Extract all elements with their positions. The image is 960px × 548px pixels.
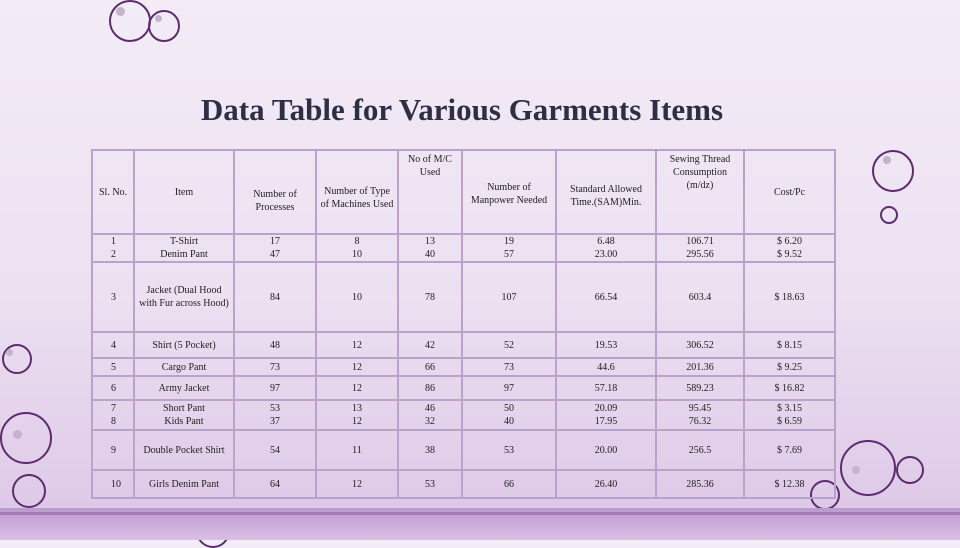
bottom-divider [0, 512, 960, 515]
decorative-ring [896, 456, 924, 484]
cell-item: T-Shirt Denim Pant [134, 234, 234, 262]
table-row [92, 400, 835, 430]
cell-machine-types: 8 10 [316, 234, 398, 262]
cell-cost: $ 6.20 $ 9.52 [744, 234, 835, 262]
cell-item: Army Jacket [134, 376, 234, 400]
cell-sl: 3 [92, 262, 134, 332]
decorative-dot [116, 7, 125, 16]
cell-sl: 6 [92, 376, 134, 400]
cell-item: Jacket (Dual Hood with Fur across Hood) [134, 262, 234, 332]
cell-thread: 201.36 [656, 358, 744, 376]
cell-processes: 48 [234, 332, 316, 358]
cell-sam: 6.48 23.00 [556, 234, 656, 262]
cell-manpower: 66 [462, 470, 556, 498]
cell-thread: 589.23 [656, 376, 744, 400]
cell-thread: 256.5 [656, 430, 744, 470]
header-item: Item [134, 150, 234, 234]
header-sam: Standard Allowed Time.(SAM)Min. [556, 150, 656, 234]
cell-sam: 19.53 [556, 332, 656, 358]
cell-manpower: 53 [462, 430, 556, 470]
cell-thread: 95.45 76.32 [656, 400, 744, 430]
cell-machines: 42 [398, 332, 462, 358]
cell-sl: 7 8 [92, 400, 134, 430]
decorative-dot [13, 430, 22, 439]
cell-manpower: 97 [462, 376, 556, 400]
cell-machines: 53 [398, 470, 462, 498]
decorative-ring [872, 150, 914, 192]
cell-manpower: 50 40 [462, 400, 556, 430]
cell-manpower: 73 [462, 358, 556, 376]
cell-cost: $ 7.69 [744, 430, 835, 470]
cell-processes: 84 [234, 262, 316, 332]
header-machine-types: Number of Type of Machines Used [316, 150, 398, 234]
cell-processes: 73 [234, 358, 316, 376]
cell-cost: $ 12.38 [744, 470, 835, 498]
decorative-ring [109, 0, 151, 42]
cell-cost: $ 3.15 $ 6.59 [744, 400, 835, 430]
cell-machine-types: 12 [316, 332, 398, 358]
cell-manpower: 19 57 [462, 234, 556, 262]
cell-sl: 5 [92, 358, 134, 376]
cell-thread: 106.71 295.56 [656, 234, 744, 262]
cell-machine-types: 12 [316, 470, 398, 498]
cell-thread: 603.4 [656, 262, 744, 332]
table-row [92, 262, 835, 332]
cell-manpower: 107 [462, 262, 556, 332]
cell-sam: 26.40 [556, 470, 656, 498]
decorative-ring [840, 440, 896, 496]
cell-machine-types: 10 [316, 262, 398, 332]
cell-processes: 64 [234, 470, 316, 498]
cell-cost: $ 16.82 [744, 376, 835, 400]
cell-machine-types: 12 [316, 376, 398, 400]
decorative-dot [852, 466, 860, 474]
table-row [92, 430, 835, 470]
cell-processes: 53 37 [234, 400, 316, 430]
cell-machine-types: 13 12 [316, 400, 398, 430]
cell-sam: 20.09 17.95 [556, 400, 656, 430]
cell-sam: 44.6 [556, 358, 656, 376]
cell-machine-types: 11 [316, 430, 398, 470]
cell-cost: $ 9.25 [744, 358, 835, 376]
header-machines-used: No of M/C Used [398, 150, 462, 234]
cell-machines: 86 [398, 376, 462, 400]
cell-processes: 17 47 [234, 234, 316, 262]
cell-machine-types: 12 [316, 358, 398, 376]
cell-cost: $ 18.63 [744, 262, 835, 332]
decorative-ring [880, 206, 898, 224]
cell-item: Girls Denim Pant [134, 470, 234, 498]
table-row [92, 332, 835, 358]
cell-item: Short Pant Kids Pant [134, 400, 234, 430]
header-thread-consumption: Sewing Thread Consumption (m/dz) [656, 150, 744, 234]
page-title: Data Table for Various Garments Items [200, 92, 724, 127]
decorative-ring [148, 10, 180, 42]
cell-thread: 285.36 [656, 470, 744, 498]
cell-machines: 46 32 [398, 400, 462, 430]
header-cost-per-piece: Cost/Pc [744, 150, 835, 234]
header-sl-no: Sl. No. [92, 150, 134, 234]
cell-machines: 38 [398, 430, 462, 470]
cell-sam: 66.54 [556, 262, 656, 332]
cell-sam: 20.00 [556, 430, 656, 470]
cell-cost: $ 8.15 [744, 332, 835, 358]
garments-data-table [91, 149, 836, 499]
table-row [92, 470, 835, 498]
cell-item: Double Pocket Shirt [134, 430, 234, 470]
decorative-ring [0, 412, 52, 464]
cell-sl: 4 [92, 332, 134, 358]
table-row [92, 376, 835, 400]
decorative-dot [6, 349, 13, 356]
cell-processes: 97 [234, 376, 316, 400]
table-row [92, 358, 835, 376]
cell-sl: 10 [92, 470, 134, 498]
decorative-ring [12, 474, 46, 508]
table-row [92, 234, 835, 262]
cell-sl: 1 2 [92, 234, 134, 262]
cell-machines: 78 [398, 262, 462, 332]
cell-machines: 13 40 [398, 234, 462, 262]
cell-manpower: 52 [462, 332, 556, 358]
cell-machines: 66 [398, 358, 462, 376]
decorative-dot [155, 15, 162, 22]
decorative-ring [2, 344, 32, 374]
cell-processes: 54 [234, 430, 316, 470]
cell-sam: 57.18 [556, 376, 656, 400]
cell-item: Cargo Pant [134, 358, 234, 376]
cell-item: Shirt (5 Pocket) [134, 332, 234, 358]
cell-sl: 9 [92, 430, 134, 470]
table-header-row [92, 150, 835, 234]
cell-thread: 306.52 [656, 332, 744, 358]
decorative-dot [883, 156, 891, 164]
header-number-of-processes: Number of Processes [234, 150, 316, 234]
header-manpower: Number of Manpower Needed [462, 150, 556, 234]
